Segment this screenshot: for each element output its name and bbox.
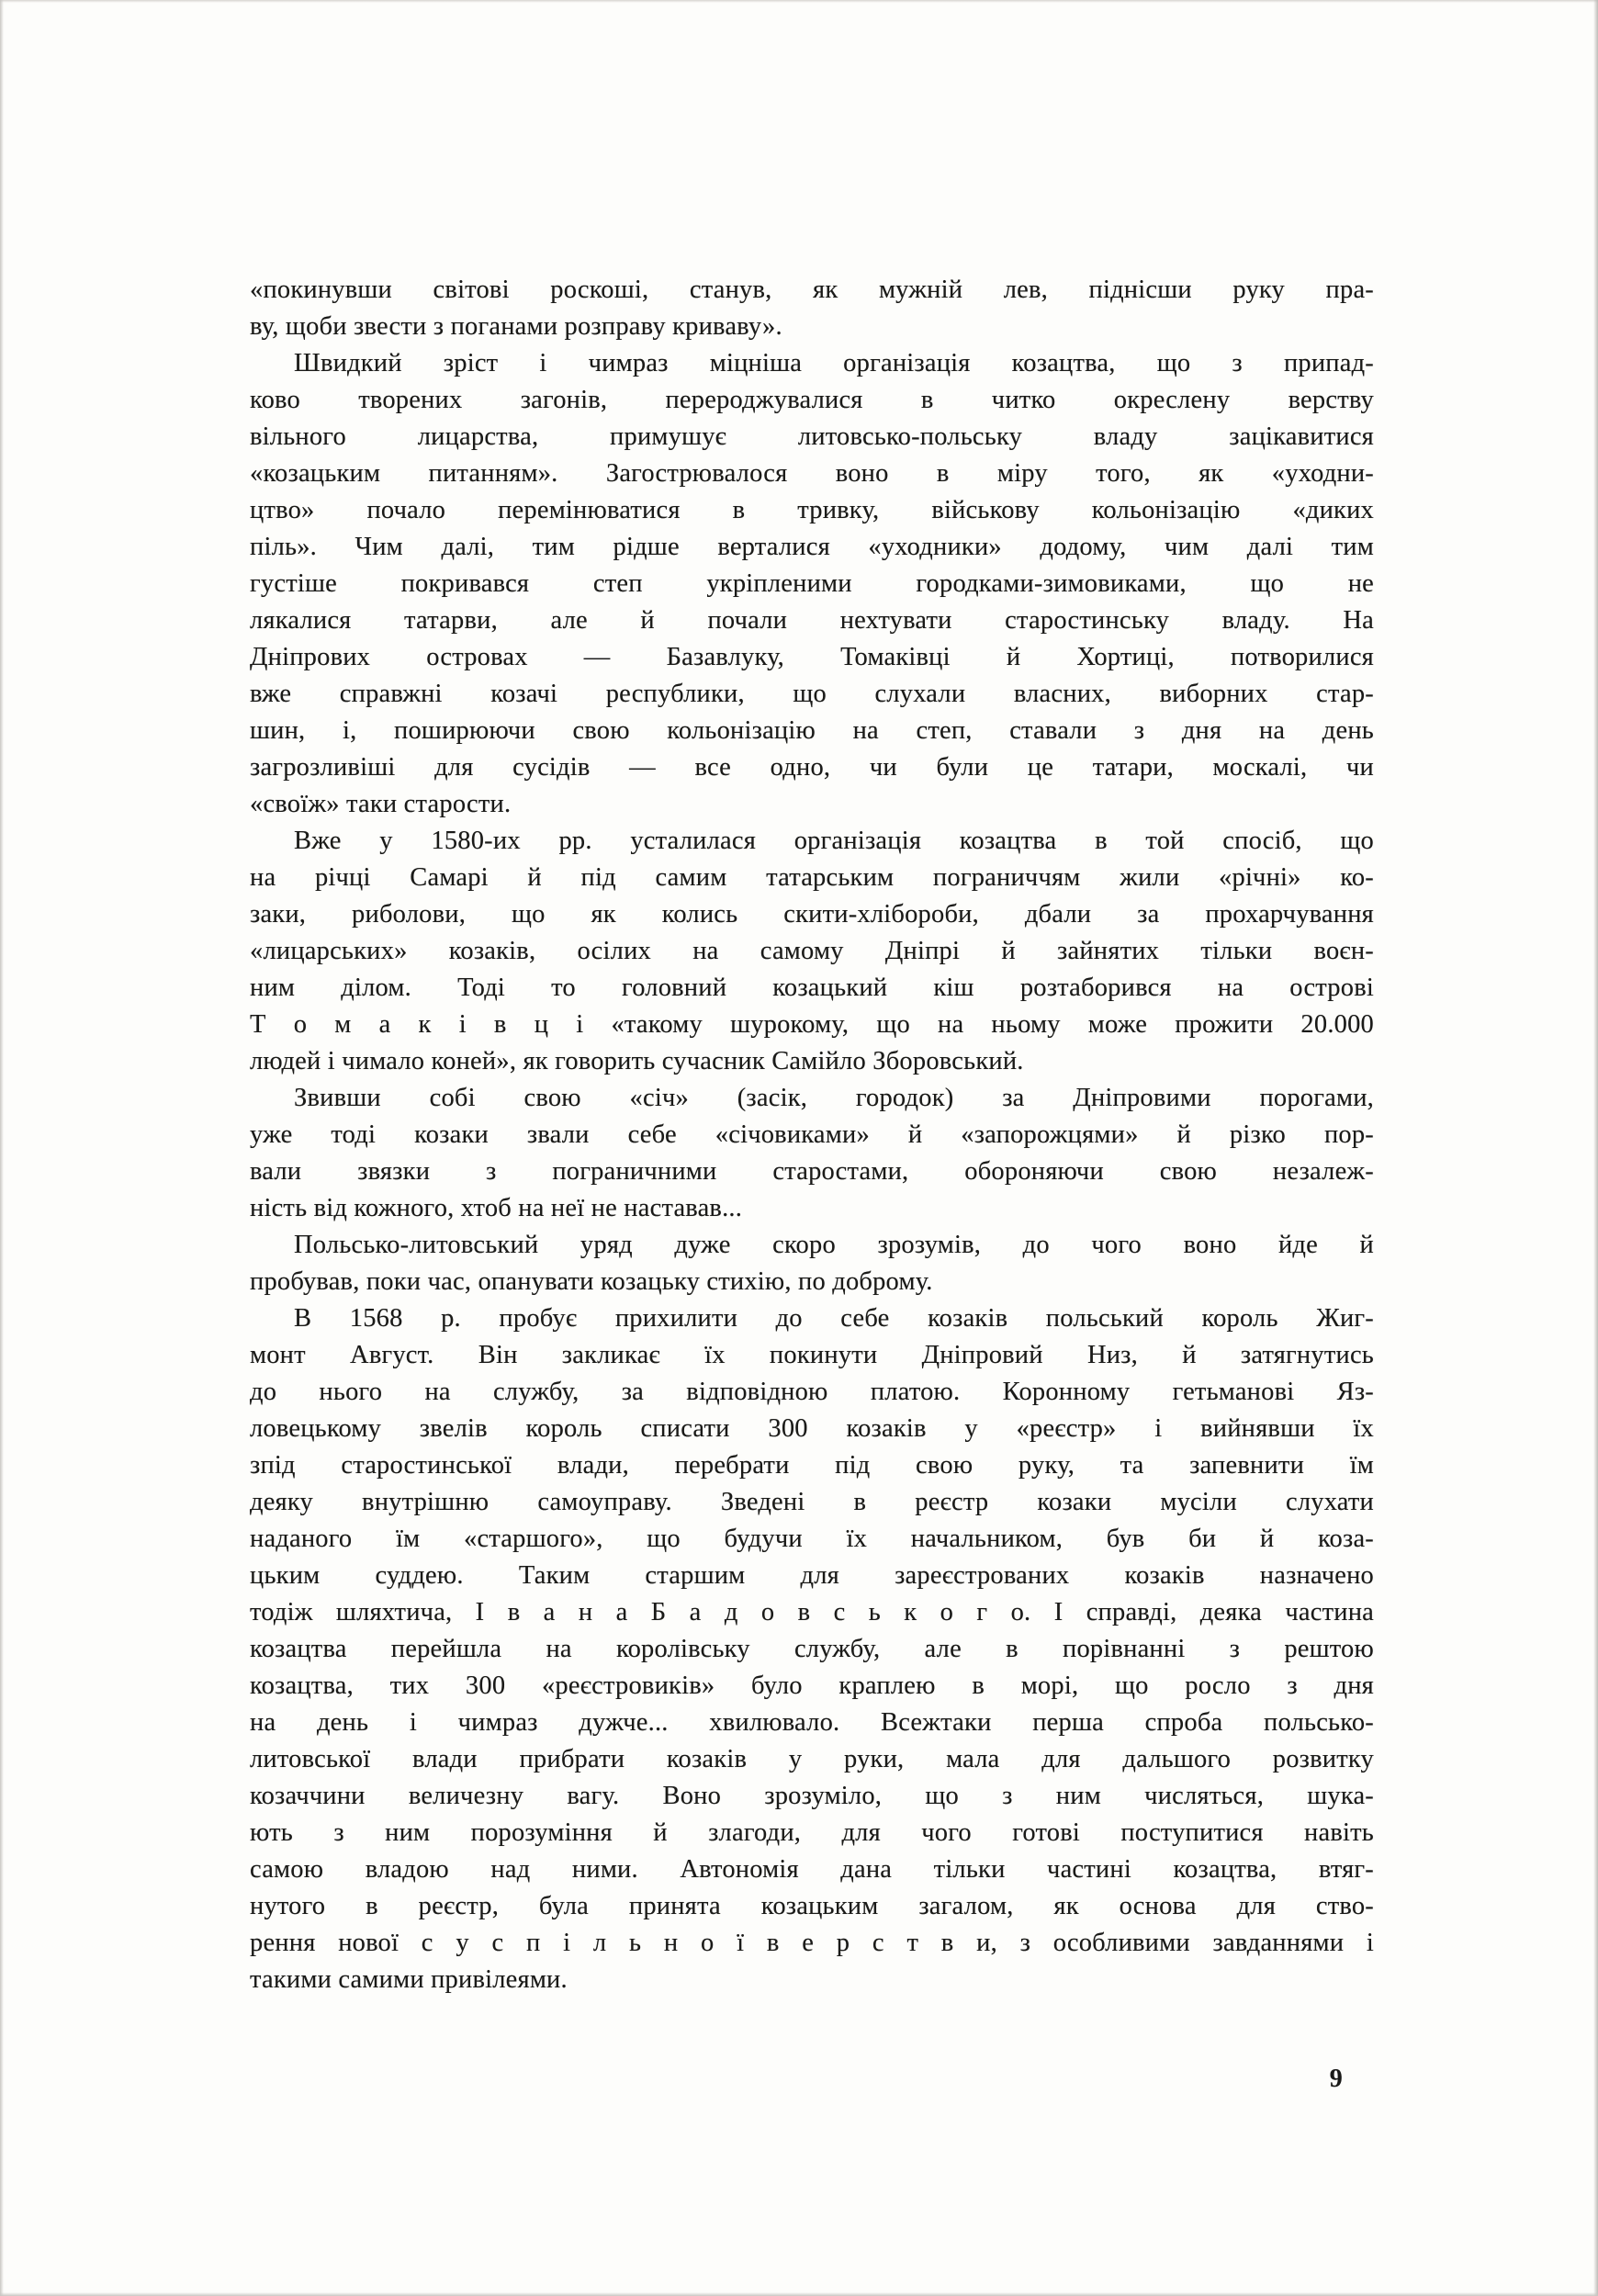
text-line-p6-l3: до нього на службу, за відповідною платою. Коронному гетьманові Яз- bbox=[250, 1378, 1374, 1406]
text-line-p6-l4: ловецькому звелів король списати 300 козаків у «реєстр» і вийнявши їх bbox=[250, 1414, 1374, 1443]
text-line-p1-l1: «покинувши світові роскоші, станув, як мужній лев, піднісши руку пра- bbox=[250, 276, 1374, 304]
text-line-p6-l19: такими самими привілеями. bbox=[250, 1965, 568, 1994]
text-line-p2-l11: шин, і, поширюючи свою кольонізацію на степ, ставали з дня на день bbox=[250, 716, 1374, 745]
text-line-p5-l2: пробував, поки час, опанувати козацьку стихію, по доброму. bbox=[250, 1267, 933, 1296]
text-line-p4-l1: Звивши собі свою «січ» (засік, городок) за Дніпровими порогами, bbox=[294, 1084, 1374, 1112]
text-line-p6-l5: зпід старостинської влади, перебрати під свою руку, та запевнити їм bbox=[250, 1451, 1374, 1480]
text-line-p2-l9: Дніпрових островах — Базавлуку, Томаківці й Хортиці, потворилися bbox=[250, 643, 1374, 671]
scan-edge-right bbox=[1593, 0, 1598, 2296]
body-text-block bbox=[250, 272, 1374, 1998]
text-line-p2-l7: густіше покривався степ укріпленими городками-зимовиками, що не bbox=[250, 569, 1374, 598]
text-line-p6-l17: нутого в реєстр, була принята козацьким загалом, як основа для ство- bbox=[250, 1892, 1374, 1920]
text-line-p1-l2: ву, щоби звести з поганами розправу криваву». bbox=[250, 312, 782, 341]
text-line-p3-l3: заки, риболови, що як колись скити-хлібороби, дбали за прохарчування bbox=[250, 900, 1374, 929]
text-line-p6-l10: козацтва перейшла на королівську службу, але в порівнанні з рештою bbox=[250, 1635, 1374, 1663]
scan-edge-top bbox=[0, 0, 1598, 3]
text-line-p6-l16: самою владою над ними. Автономія дана тільки частині козацтва, втяг- bbox=[250, 1855, 1374, 1884]
scan-edge-bottom bbox=[0, 2292, 1598, 2296]
text-line-p6-l13: литовської влади прибрати козаків у руки, мала для дальшого розвитку bbox=[250, 1745, 1374, 1773]
text-line-p2-l1: Швидкий зріст і чимраз міцніша організація козацтва, що з припад- bbox=[294, 349, 1374, 377]
text-line-p2-l5: цтво» почало перемінюватися в тривку, військову кольонізацію «диких bbox=[250, 496, 1374, 524]
text-line-p6-l15: ють з ним порозуміння й злагоди, для чого готові поступитися навіть bbox=[250, 1818, 1374, 1847]
text-line-p3-l1: Вже у 1580-их рр. усталилася організація козацтва в той спосіб, що bbox=[294, 827, 1374, 855]
text-line-p3-l2: на річці Самарі й під самим татарським пограниччям жили «річні» ко- bbox=[250, 863, 1374, 892]
text-line-p4-l4: ність від кожного, хтоб на неї не наставав... bbox=[250, 1194, 743, 1222]
text-line-p6-l6: деяку внутрішню самоуправу. Зведені в реєстр козаки мусіли слухати bbox=[250, 1488, 1374, 1516]
text-line-p6-l14: козаччини величезну вагу. Воно зрозуміло, що з ним числяться, шука- bbox=[250, 1782, 1374, 1810]
text-line-p2-l12: загрозливіші для сусідів — все одно, чи були це татари, москалі, чи bbox=[250, 753, 1374, 782]
text-line-p5-l1: Польсько-литовський уряд дуже скоро зрозумів, до чого воно йде й bbox=[294, 1231, 1374, 1259]
text-line-p2-l4: «козацьким питанням». Загострювалося воно в міру того, як «уходни- bbox=[250, 459, 1374, 488]
text-line-p2-l13: «своїж» таки старости. bbox=[250, 790, 512, 818]
page-number: 9 bbox=[1329, 2065, 1343, 2093]
text-line-p2-l3: вільного лицарства, примушує литовсько-польську владу зацікавитися bbox=[250, 422, 1374, 451]
text-line-p4-l3: вали звязки з пограничними старостами, обороняючи свою незалеж- bbox=[250, 1157, 1374, 1186]
text-line-p6-l1: В 1568 р. пробує прихилити до себе козаків польський король Жиг- bbox=[294, 1304, 1374, 1333]
text-line-p2-l8: лякалися татарви, але й почали нехтувати старостинську владу. На bbox=[250, 606, 1374, 635]
text-line-p3-l5: ним ділом. Тоді то головний козацький кіш розтаборився на острові bbox=[250, 974, 1374, 1002]
text-line-p2-l2: ково творених загонів, перероджувалися в читко окреслену верству bbox=[250, 386, 1374, 414]
text-line-p6-l9: тодіж шляхтича, І в а н а Б а д о в с ь к о г о. І справді, деяка частина bbox=[250, 1598, 1374, 1626]
text-line-p6-l2: монт Август. Він закликає їх покинути Дніпровий Низ, й затягнутись bbox=[250, 1341, 1374, 1369]
text-line-p4-l2: уже тоді козаки звали себе «січовиками» й «запорожцями» й різко пор- bbox=[250, 1120, 1374, 1149]
text-line-p2-l10: вже справжні козачі республики, що слухали власних, виборних стар- bbox=[250, 680, 1374, 708]
text-line-p6-l8: цьким суддею. Таким старшим для зареєстрованих козаків назначено bbox=[250, 1561, 1374, 1590]
text-line-p3-l4: «лицарських» козаків, осілих на самому Дніпрі й зайнятих тільки воєн- bbox=[250, 937, 1374, 965]
text-line-p6-l12: на день і чимраз дужче... хвилювало. Всежтаки перша спроба польсько- bbox=[250, 1708, 1374, 1737]
text-line-p2-l6: піль». Чим далі, тим рідше верталися «уходники» додому, чим далі тим bbox=[250, 533, 1374, 561]
text-line-p3-l7: людей і чимало коней», як говорить сучасник Самійло Зборовський. bbox=[250, 1047, 1024, 1075]
text-line-p3-l6: Т о м а к і в ц і «такому шурокому, що на ньому може прожити 20.000 bbox=[250, 1010, 1374, 1039]
text-line-p6-l11: козацтва, тих 300 «реєстровиків» було краплею в морі, що росло з дня bbox=[250, 1671, 1374, 1700]
scan-edge-left bbox=[0, 0, 4, 2296]
text-line-p6-l7: наданого їм «старшого», що будучи їх начальником, був би й коза- bbox=[250, 1525, 1374, 1553]
text-line-p6-l18: рення нової с у с п і л ь н о ї в е р с т в и, з особливими завданнями і bbox=[250, 1929, 1374, 1957]
